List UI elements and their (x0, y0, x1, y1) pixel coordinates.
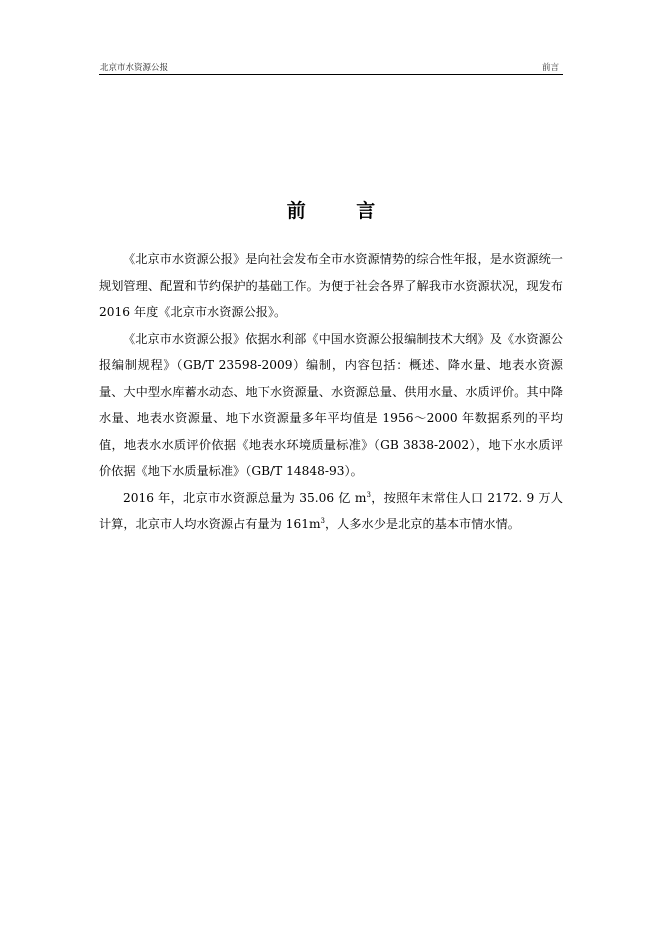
superscript-cubed: 3 (366, 490, 371, 499)
paragraph-3-part-2: ，按照年末常住人口 2172. 9 万人计算，北京市人均水资源占有量为 161m (99, 490, 563, 531)
paragraph-1: 《北京市水资源公报》是向社会发布全市水资源情势的综合性年报，是水资源统一规划管理、配置和节约保护的基础工作。为便于社会各界了解我市水资源状况，现发布 2016 年度《北京市水资源公报》。 (99, 252, 563, 319)
header-section-title: 前言 (541, 63, 559, 73)
page-title: 前 言 (286, 200, 398, 222)
paragraph-3-part-3: ，人多水少是北京的基本市情水情。 (324, 517, 520, 531)
paragraph-3 (99, 485, 563, 538)
superscript-cubed: 3 (320, 517, 325, 525)
paragraph-3-part-1: 2016 年，北京市水资源总量为 35.06 亿 m (123, 490, 367, 505)
header-publication-title: 北京市水资源公报 (100, 63, 169, 73)
preface-body (99, 246, 563, 538)
running-header (99, 56, 563, 75)
paragraph-2: 《北京市水资源公报》依据水利部《中国水资源公报编制技术大纲》及《水资源公报编制规程》（GB/T 23598-2009）编制，内容包括：概述、降水量、地表水资源量、大中型水库蓄水动态、地下水资源量、水资源总量、供用水量、水质评价。其中降水量、地表水资源量、地下水资源量多年平均值是 1956～2000 年数据系列的平均值，地表水水质评价依据《地表水环境质量标准》（GB 3838-2002），地下水水质评价依据《地下水质量标准》（GB/T 14848-93）。 (99, 331, 563, 478)
